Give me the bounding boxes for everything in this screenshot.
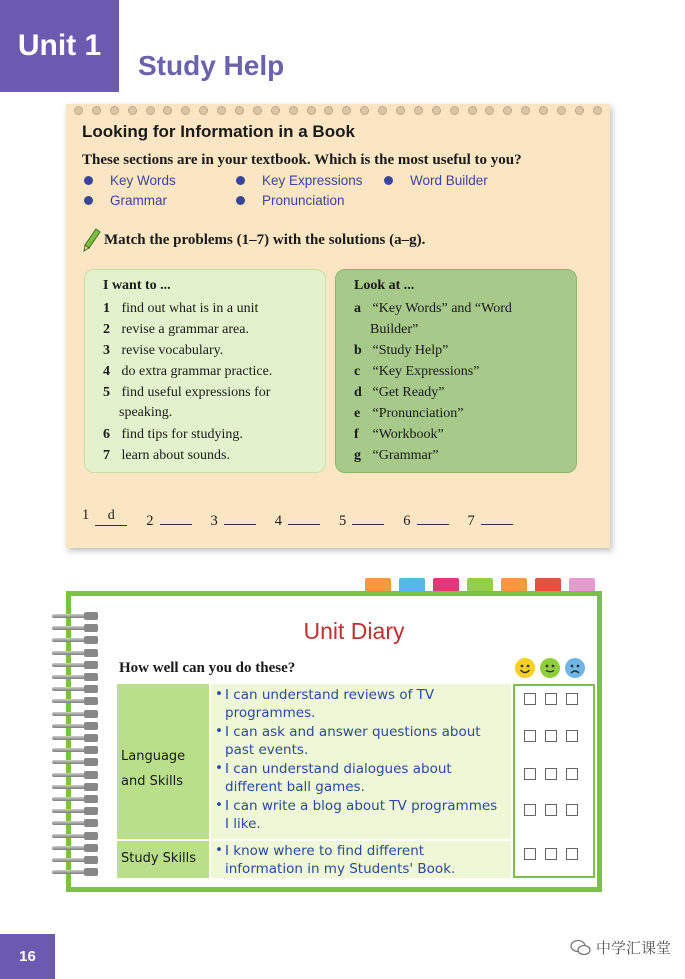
rating-checkbox[interactable]	[545, 730, 557, 742]
paper-holes	[74, 106, 602, 120]
answer-blank[interactable]: 1 d	[82, 507, 127, 530]
study-items	[211, 841, 511, 878]
look-item: f “Workbook”	[354, 427, 444, 442]
category-study: Study Skills	[117, 841, 209, 878]
diary-question: How well can you do these?	[119, 660, 296, 676]
can-do-item: • I can write a blog about TV programmes I like.	[215, 797, 498, 832]
can-do-item: • I can understand reviews of TV programmes.	[215, 686, 435, 721]
spiral-ring	[52, 673, 102, 681]
rating-checkbox[interactable]	[524, 693, 536, 705]
spiral-ring	[52, 734, 102, 742]
want-box	[84, 269, 326, 473]
want-header: I want to ...	[103, 278, 171, 293]
rating-checkbox[interactable]	[566, 804, 578, 816]
answer-blank[interactable]: 3	[211, 507, 256, 530]
spiral-ring	[52, 832, 102, 840]
answer-row	[82, 507, 552, 530]
spiral-ring	[52, 661, 102, 669]
section-item: Key Expressions	[236, 173, 363, 188]
spiral-ring	[52, 856, 102, 864]
section-item: Grammar	[84, 193, 167, 208]
rating-checkbox[interactable]	[566, 848, 578, 860]
spiral-ring	[52, 697, 102, 705]
want-item: 4 do extra grammar practice.	[103, 364, 273, 379]
bullet-dot-icon	[84, 196, 93, 205]
look-item: c “Key Expressions”	[354, 364, 480, 379]
want-item: 3 revise vocabulary.	[103, 343, 224, 358]
look-item-cont: Builder”	[370, 322, 419, 337]
want-item: 2 revise a grammar area.	[103, 322, 249, 337]
can-do-item: • I know where to find different information in my Students' Book.	[215, 842, 456, 877]
spiral-ring	[52, 746, 102, 754]
want-item: 7 learn about sounds.	[103, 448, 230, 463]
look-item: a “Key Words” and “Word	[354, 301, 512, 316]
look-item: g “Grammar”	[354, 448, 439, 463]
can-do-item: • I can understand dialogues about different ball games.	[215, 760, 452, 795]
bullet-dot-icon	[384, 176, 393, 185]
sad-face-icon	[565, 658, 585, 678]
rating-checkbox[interactable]	[545, 804, 557, 816]
bullet-dot-icon	[236, 176, 245, 185]
spiral-ring	[52, 771, 102, 779]
section-item: Word Builder	[384, 173, 488, 188]
match-instruction: Match the problems (1–7) with the solutions (a–g).	[82, 228, 425, 252]
watermark: 中学汇课堂	[570, 937, 671, 958]
page-title: Study Help	[138, 50, 285, 81]
pencil-icon	[82, 228, 102, 252]
rating-checkbox[interactable]	[524, 768, 536, 780]
answer-blank[interactable]: 5	[339, 507, 384, 530]
rating-checkbox[interactable]	[524, 848, 536, 860]
spiral-ring	[52, 819, 102, 827]
spiral-ring	[52, 722, 102, 730]
happy-face-icon	[515, 658, 535, 678]
answer-blank[interactable]: 7	[468, 507, 513, 530]
rating-checkbox[interactable]	[566, 730, 578, 742]
diary-title: Unit Diary	[303, 618, 405, 644]
category-language: Language and Skills	[117, 684, 209, 839]
spiral-ring	[52, 636, 102, 644]
unit-tab	[0, 0, 119, 92]
spiral-ring	[52, 758, 102, 766]
answer-blank[interactable]: 6	[403, 507, 448, 530]
rating-checkboxes	[513, 684, 595, 878]
can-do-item: • I can ask and answer questions about past events.	[215, 723, 481, 758]
spiral-ring	[52, 795, 102, 803]
answer-blank[interactable]: 4	[275, 507, 320, 530]
spiral-ring	[52, 844, 102, 852]
spiral-ring	[52, 685, 102, 693]
unit-diary	[66, 591, 602, 892]
section-item: Key Words	[84, 173, 176, 188]
skills-table	[117, 684, 595, 878]
bullet-dot-icon	[84, 176, 93, 185]
language-items	[211, 684, 511, 839]
look-item: d “Get Ready”	[354, 385, 445, 400]
rating-checkbox[interactable]	[545, 848, 557, 860]
rating-checkbox[interactable]	[545, 768, 557, 780]
look-item: b “Study Help”	[354, 343, 449, 358]
spiral-ring	[52, 710, 102, 718]
want-item-cont: speaking.	[119, 405, 173, 420]
spiral-ring	[52, 807, 102, 815]
bullet-dot-icon	[236, 196, 245, 205]
book-info-card	[66, 104, 610, 548]
rating-checkbox[interactable]	[524, 804, 536, 816]
page-number: 16	[0, 934, 55, 979]
rating-checkbox[interactable]	[524, 730, 536, 742]
look-item: e “Pronunciation”	[354, 406, 464, 421]
look-box	[335, 269, 577, 473]
rating-faces	[510, 658, 585, 678]
want-item: 1 find out what is in a unit	[103, 301, 259, 316]
want-item: 6 find tips for studying.	[103, 427, 243, 442]
rating-checkbox[interactable]	[566, 768, 578, 780]
unit-label: Unit 1	[17, 29, 102, 62]
rating-checkbox[interactable]	[566, 693, 578, 705]
neutral-face-icon	[540, 658, 560, 678]
section-item: Pronunciation	[236, 193, 345, 208]
answer-blank[interactable]: 2	[146, 507, 191, 530]
look-header: Look at ...	[354, 278, 415, 293]
wechat-icon	[570, 939, 592, 957]
spiral-ring	[52, 612, 102, 620]
spiral-ring	[52, 783, 102, 791]
want-item: 5 find useful expressions for	[103, 385, 271, 400]
spiral-ring	[52, 649, 102, 657]
card-intro: These sections are in your textbook. Which is the most useful to you?	[82, 152, 522, 168]
spiral-ring	[52, 868, 102, 876]
rating-checkbox[interactable]	[545, 693, 557, 705]
spiral-ring	[52, 624, 102, 632]
card-title: Looking for Information in a Book	[82, 122, 355, 141]
